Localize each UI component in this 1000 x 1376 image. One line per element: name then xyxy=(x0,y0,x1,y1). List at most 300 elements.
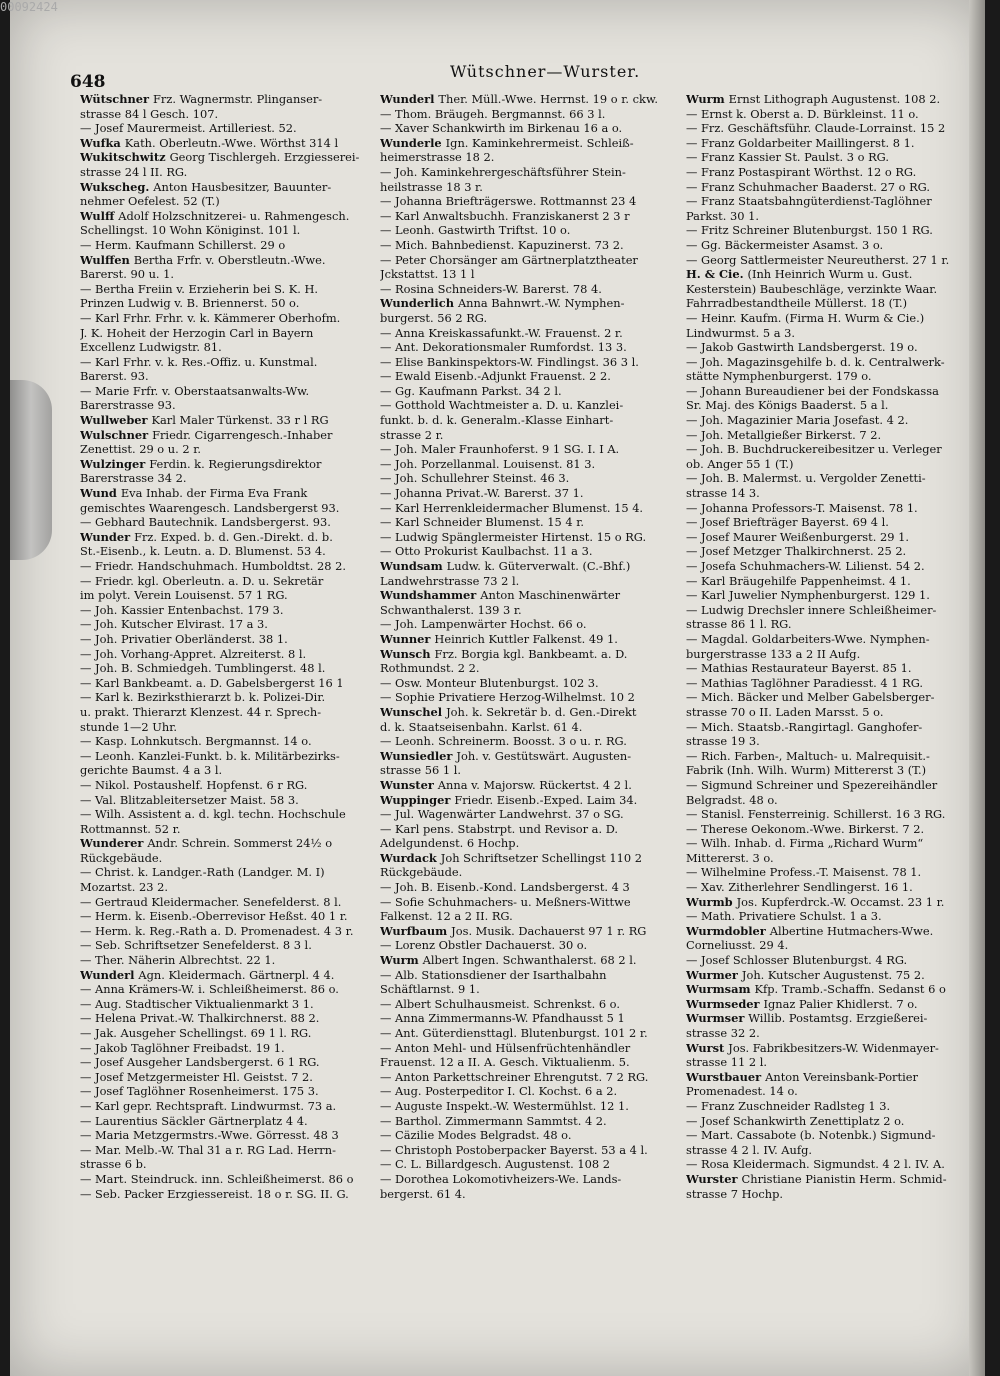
directory-entry-line xyxy=(686,982,976,997)
directory-entry-line xyxy=(380,588,670,603)
directory-entry-line xyxy=(686,778,976,793)
entry-text: — Marie Frfr. v. Oberstaatsanwalts-Ww. xyxy=(80,383,310,398)
directory-entry-line xyxy=(80,413,370,428)
entry-text: Adelgundenst. 6 Hochp. xyxy=(380,836,520,851)
directory-entry-line xyxy=(380,223,670,238)
directory-entry-line xyxy=(380,282,670,297)
directory-entry-line xyxy=(80,982,370,997)
entry-text: Promenadest. 14 o. xyxy=(686,1084,798,1099)
directory-entry-line xyxy=(80,194,370,209)
directory-entry-line xyxy=(380,209,670,224)
entry-text: stunde 1—2 Uhr. xyxy=(80,719,178,734)
directory-entry-line xyxy=(80,851,370,866)
entry-text: — Bertha Freiin v. Erzieherin bei S. K. H. xyxy=(80,281,319,296)
surname: Wundsam xyxy=(380,559,447,573)
entry-text: — Johanna Privat.-W. Barerst. 37 1. xyxy=(380,486,584,501)
directory-entry-line xyxy=(380,515,670,530)
directory-entry-line xyxy=(686,486,976,501)
directory-entry-line xyxy=(686,924,976,939)
directory-entry-line xyxy=(80,384,370,399)
entry-text: stätte Nymphenburgerst. 179 o. xyxy=(686,369,872,384)
entry-text: bergerst. 61 4. xyxy=(380,1186,466,1201)
directory-entry-line xyxy=(380,457,670,472)
entry-text: — Mathias Taglöhner Paradiesst. 4 1 RG. xyxy=(686,675,924,690)
directory-entry-line xyxy=(380,340,670,355)
entry-text: — Seb. Schriftsetzer Senefelderst. 8 3 l. xyxy=(80,938,312,953)
directory-entry-line xyxy=(80,574,370,589)
entry-text: im polyt. Verein Louisenst. 57 1 RG. xyxy=(80,588,288,603)
entry-text: Anna Bahnwrt.-W. Nymphen- xyxy=(457,296,625,311)
directory-entry-line xyxy=(686,530,976,545)
directory-entry-line xyxy=(80,530,370,545)
directory-entry-line xyxy=(380,1011,670,1026)
directory-entry-line xyxy=(380,413,670,428)
directory-entry-line xyxy=(80,1099,370,1114)
entry-text: — Franz Zuschneider Radlsteg 1 3. xyxy=(686,1098,891,1113)
entry-text: Kath. Oberleutn.-Wwe. Wörthst 314 l xyxy=(124,135,339,150)
entry-text: Willib. Postamtsg. Erzgießerei- xyxy=(748,1011,928,1026)
entry-text: Anton Vereinsbank-Portier xyxy=(765,1069,918,1084)
directory-entry-line xyxy=(80,267,370,282)
directory-entry-line xyxy=(686,311,976,326)
surname: Wurm xyxy=(686,92,729,106)
entry-text: Anna v. Majorsw. Rückertst. 4 2 l. xyxy=(437,777,632,792)
directory-entry-line xyxy=(380,92,670,107)
entry-text: Ferdin. k. Regierungsdirektor xyxy=(149,456,322,471)
directory-entry-line xyxy=(80,807,370,822)
directory-entry-line xyxy=(80,953,370,968)
surname: Wulff xyxy=(80,208,119,223)
surname: Wunsch xyxy=(380,646,435,661)
entry-text: Jckstattst. 13 1 l xyxy=(380,267,475,282)
entry-text: Albert Ingen. Schwanthalerst. 68 2 l. xyxy=(422,953,637,968)
entry-text: — Cäzilie Modes Belgradst. 48 o. xyxy=(380,1128,572,1143)
entry-text: Corneliusst. 29 4. xyxy=(686,938,789,953)
directory-entry-line xyxy=(380,1055,670,1070)
directory-entry-line xyxy=(380,880,670,895)
surname: Wurmdobler xyxy=(686,923,770,938)
directory-entry-line xyxy=(80,340,370,355)
entry-text: — Josef Schlosser Blutenburgst. 4 RG. xyxy=(686,953,908,968)
directory-entry-line xyxy=(686,749,976,764)
entry-text: — Karl Frhr. v. k. Res.-Offiz. u. Kunstmal. xyxy=(80,354,318,369)
directory-entry-line xyxy=(80,209,370,224)
directory-entry-line xyxy=(686,398,976,413)
directory-entry-line xyxy=(686,1143,976,1158)
entry-text: — Karl Schneider Blumenst. 15 4 r. xyxy=(380,515,585,530)
directory-entry-line xyxy=(686,340,976,355)
entry-text: — Gg. Kaufmann Parkst. 34 2 l. xyxy=(380,383,562,398)
directory-entry-line xyxy=(80,1128,370,1143)
entry-text: — Dorothea Lokomotivheizers-We. Lands- xyxy=(380,1171,622,1186)
directory-entry-line xyxy=(686,953,976,968)
entry-text: Fabrik (Inh. Wilh. Wurm) Mittererst 3 (T.) xyxy=(686,763,927,778)
directory-entry-line xyxy=(80,938,370,953)
entry-text: — Leonh. Kanzlei-Funkt. b. k. Militärbezirks- xyxy=(80,748,340,763)
directory-entry-line xyxy=(80,355,370,370)
directory-entry-line xyxy=(686,238,976,253)
directory-entry-line xyxy=(686,1114,976,1129)
directory-entry-line xyxy=(80,997,370,1012)
entry-text: Zenettist. 29 o u. 2 r. xyxy=(80,442,202,457)
directory-entry-line xyxy=(380,180,670,195)
directory-entry-line xyxy=(380,369,670,384)
entry-text: — Magdal. Goldarbeiters-Wwe. Nymphen- xyxy=(686,631,930,646)
page-number: 648 xyxy=(70,72,106,92)
entry-text: — Friedr. kgl. Oberleutn. a. D. u. Sekretär xyxy=(80,573,324,588)
entry-text: — Rich. Farben-, Maltuch- u. Malrequisit.- xyxy=(686,748,930,763)
entry-text: — Karl pens. Stabstrpt. und Revisor a. D. xyxy=(380,821,619,836)
entry-text: — Anton Parkettschreiner Ehrengutst. 7 2 RG. xyxy=(380,1069,649,1084)
surname: Wukscheg. xyxy=(80,179,154,194)
directory-entry-line xyxy=(380,121,670,136)
directory-entry-line xyxy=(380,267,670,282)
directory-entry-line xyxy=(686,413,976,428)
entry-text: — C. L. Billardgesch. Augustenst. 108 2 xyxy=(380,1157,610,1172)
entry-text: — Jak. Ausgeher Schellingst. 69 1 l. RG. xyxy=(80,1026,312,1040)
directory-entry-line xyxy=(80,1143,370,1158)
column-1 xyxy=(80,92,370,1201)
entry-text: Prinzen Ludwig v. B. Briennerst. 50 o. xyxy=(80,296,300,311)
entry-text: Heinrich Kuttler Falkenst. 49 1. xyxy=(434,631,618,646)
directory-entry-line xyxy=(686,442,976,457)
directory-entry-line xyxy=(80,836,370,851)
directory-entry-line xyxy=(80,1041,370,1056)
directory-entry-line xyxy=(686,647,976,662)
entry-text: strasse 19 3. xyxy=(686,734,760,749)
entry-text: — Auguste Inspekt.-W. Westermühlst. 12 1. xyxy=(380,1098,629,1113)
directory-entry-line xyxy=(380,1026,670,1041)
directory-entry-line xyxy=(380,150,670,165)
surname: Wunschel xyxy=(380,704,447,719)
directory-entry-line xyxy=(686,938,976,953)
surname: Wurmseder xyxy=(686,996,764,1011)
directory-entry-line xyxy=(80,676,370,691)
directory-entry-line xyxy=(686,661,976,676)
entry-text: — Johann Bureaudiener bei der Fondskassa xyxy=(686,383,939,398)
entry-text: Ernst Lithograph Augustenst. 108 2. xyxy=(728,92,941,106)
directory-entry-line xyxy=(380,1070,670,1085)
directory-entry-line xyxy=(80,661,370,676)
entry-text: — Karl Herrenkleidermacher Blumenst. 15 4. xyxy=(380,500,644,515)
directory-entry-line xyxy=(380,1114,670,1129)
directory-entry-line xyxy=(686,588,976,603)
directory-entry-line xyxy=(686,1084,976,1099)
entry-text: Agn. Kleidermach. Gärtnerpl. 4 4. xyxy=(138,967,335,982)
directory-entry-line xyxy=(380,398,670,413)
entry-text: — Mart. Steindruck. inn. Schleißheimerst. 86 o xyxy=(80,1171,354,1186)
directory-entry-line xyxy=(380,720,670,735)
directory-entry-line xyxy=(80,588,370,603)
directory-entry-line xyxy=(80,369,370,384)
entry-text: — Anna Zimmermanns-W. Pfandhausst 5 1 xyxy=(380,1011,625,1026)
surname: Wufka xyxy=(80,135,125,150)
entry-text: — Ant. Dekorationsmaler Rumfordst. 13 3. xyxy=(380,340,627,355)
surname: Wurmser xyxy=(686,1011,749,1026)
entry-text: — Josef Taglöhner Rosenheimerst. 175 3. xyxy=(80,1084,319,1099)
entry-text: — Ewald Eisenb.-Adjunkt Frauenst. 2 2. xyxy=(380,369,611,384)
directory-entry-line xyxy=(380,661,670,676)
directory-entry-line xyxy=(686,968,976,983)
entry-text: — Christoph Postoberpacker Bayerst. 53 a 4 l. xyxy=(380,1142,648,1157)
entry-text: — Joh. Kutscher Elvirast. 17 a 3. xyxy=(80,617,268,632)
directory-entry-line xyxy=(80,1084,370,1099)
directory-entry-line xyxy=(380,574,670,589)
entry-text: — Karl Anwaltsbuchh. Franziskanerst 2 3 r xyxy=(380,208,630,223)
directory-entry-line xyxy=(380,1157,670,1172)
directory-entry-line xyxy=(686,194,976,209)
entry-text: — Alb. Stationsdiener der Isarthalbahn xyxy=(380,967,607,982)
entry-text: Eva Inhab. der Firma Eva Frank xyxy=(120,486,308,501)
directory-entry-line xyxy=(380,428,670,443)
entry-text: — Gertraud Kleidermacher. Senefelderst. 8 l. xyxy=(80,894,342,909)
surname: Wulzinger xyxy=(80,456,150,471)
entry-text: — Xaver Schankwirth im Birkenau 16 a o. xyxy=(380,121,623,136)
directory-entry-line xyxy=(686,632,976,647)
entry-text: — Anna Krämers-W. i. Schleißheimerst. 86 o. xyxy=(80,982,339,997)
entry-text: — Rosina Schneiders-W. Barerst. 78 4. xyxy=(380,281,602,296)
directory-entry-line xyxy=(686,428,976,443)
entry-text: — Herm. k. Reg.-Rath a. D. Promenadest. 4 3 r. xyxy=(80,923,354,938)
directory-entry-line xyxy=(686,1128,976,1143)
entry-text: — Leonh. Gastwirth Triftst. 10 o. xyxy=(380,223,571,238)
entry-text: Bertha Frfr. v. Oberstleutn.-Wwe. xyxy=(133,252,326,267)
entry-text: (Inh Heinrich Wurm u. Gust. xyxy=(747,267,913,282)
directory-entry-line xyxy=(686,880,976,895)
directory-entry-line xyxy=(686,1172,976,1187)
entry-text: — Mart. Cassabote (b. Notenbk.) Sigmund- xyxy=(686,1128,936,1143)
surname: Wund xyxy=(80,486,121,501)
entry-text: J. K. Hoheit der Herzogin Carl in Bayern xyxy=(80,325,314,340)
entry-text: — Georg Sattlermeister Neureutherst. 27 1 r. xyxy=(686,252,950,267)
entry-text: — Wilhelmine Profess.-T. Maisenst. 78 1. xyxy=(686,865,922,880)
directory-entry-line xyxy=(80,442,370,457)
entry-text: — Franz Goldarbeiter Maillingerst. 8 1. xyxy=(686,135,915,150)
entry-text: — Xav. Zitherlehrer Sendlingerst. 16 1. xyxy=(686,880,913,895)
entry-text: — Mar. Melb.-W. Thal 31 a r. RG Lad. Herrn- xyxy=(80,1142,336,1157)
directory-entry-line xyxy=(80,603,370,618)
directory-entry-line xyxy=(80,1172,370,1187)
entry-text: — Nikol. Postaushelf. Hopfenst. 6 r RG. xyxy=(80,777,308,792)
directory-entry-line xyxy=(380,253,670,268)
directory-entry-line xyxy=(80,398,370,413)
column-2 xyxy=(380,92,670,1201)
directory-entry-line xyxy=(380,442,670,457)
entry-text: — Franz Kassier St. Paulst. 3 o RG. xyxy=(686,150,889,165)
entry-text: Falkenst. 12 a 2 II. RG. xyxy=(380,909,513,924)
directory-entry-line xyxy=(80,720,370,735)
entry-text: — Stanisl. Fensterreinig. Schillerst. 16 3 RG. xyxy=(686,807,946,822)
entry-text: heilstrasse 18 3 r. xyxy=(380,179,483,194)
entry-text: — Thom. Bräugeh. Bergmannst. 66 3 l. xyxy=(380,106,606,121)
directory-entry-line xyxy=(380,690,670,705)
directory-entry-line xyxy=(686,326,976,341)
directory-entry-line xyxy=(380,734,670,749)
directory-entry-line xyxy=(380,865,670,880)
directory-entry-line xyxy=(686,92,976,107)
entry-text: Belgradst. 48 o. xyxy=(686,792,778,807)
entry-text: — Joh. Magazinsgehilfe b. d. k. Centralwerk- xyxy=(686,354,945,369)
entry-text: strasse 70 o II. Laden Marsst. 5 o. xyxy=(686,704,884,719)
entry-text: — Josef Briefträger Bayerst. 69 4 l. xyxy=(686,515,889,530)
entry-text: — Joh. Porzellanmal. Louisenst. 81 3. xyxy=(380,456,596,471)
directory-entry-line xyxy=(686,895,976,910)
entry-text: — Jul. Wagenwärter Landwehrst. 37 o SG. xyxy=(380,807,624,822)
entry-text: — Jakob Gastwirth Landsbergerst. 19 o. xyxy=(686,340,918,355)
surname: Wunderl xyxy=(80,967,139,982)
entry-text: — Aug. Stadtischer Viktualienmarkt 3 1. xyxy=(80,996,314,1011)
entry-text: Frz. Exped. b. d. Gen.-Direkt. d. b. xyxy=(134,529,333,544)
entry-text: — Wilh. Inhab. d. Firma „Richard Wurm“ xyxy=(686,836,924,851)
entry-text: Ludw. k. Güterverwalt. (C.-Bhf.) xyxy=(446,559,631,573)
directory-entry-line xyxy=(686,574,976,589)
surname: Wukitschwitz xyxy=(80,150,170,165)
entry-text: — Joh. Schullehrer Steinst. 46 3. xyxy=(380,471,570,486)
directory-entry-line xyxy=(686,559,976,574)
directory-entry-line xyxy=(80,501,370,516)
directory-entry-line xyxy=(380,1143,670,1158)
surname: Wunster xyxy=(380,777,438,792)
entry-text: — Karl Bräugehilfe Pappenheimst. 4 1. xyxy=(686,573,911,588)
entry-text: Mittererst. 3 o. xyxy=(686,850,774,865)
directory-entry-line xyxy=(80,632,370,647)
entry-text: Adolf Holzschnitzerei- u. Rahmengesch. xyxy=(118,208,350,223)
directory-entry-line xyxy=(380,968,670,983)
entry-text: — Franz Staatsbahngüterdienst-Taglöhner xyxy=(686,194,932,209)
entry-text: Karl Maler Türkenst. 33 r l RG xyxy=(151,413,329,428)
entry-text: — Aug. Posterpeditor I. Cl. Kochst. 6 a 2. xyxy=(380,1084,618,1099)
surname: Wunderer xyxy=(80,836,148,851)
directory-entry-line xyxy=(80,895,370,910)
entry-text: Anton Hausbesitzer, Bauunter- xyxy=(153,179,332,194)
directory-entry-line xyxy=(380,1084,670,1099)
directory-entry-line xyxy=(80,734,370,749)
directory-entry-line xyxy=(686,384,976,399)
directory-entry-line xyxy=(80,793,370,808)
entry-text: — Gebhard Bautechnik. Landsbergerst. 93. xyxy=(80,515,331,530)
surname: Wurstbauer xyxy=(686,1069,766,1084)
directory-entry-line xyxy=(686,705,976,720)
directory-entry-line xyxy=(80,282,370,297)
entry-text: strasse 32 2. xyxy=(686,1026,760,1040)
entry-text: — Josefa Schuhmachers-W. Lilienst. 54 2. xyxy=(686,559,925,573)
entry-text: Ign. Kaminkehrermeist. Schleiß- xyxy=(445,135,634,150)
entry-text: — Josef Metzgermeister Hl. Geistst. 7 2. xyxy=(80,1069,313,1084)
entry-text: — Val. Blitzableitersetzer Maist. 58 3. xyxy=(80,792,299,807)
directory-entry-line xyxy=(80,924,370,939)
entry-text: — Johanna Briefträgerswe. Rottmannst 23 4 xyxy=(380,194,637,209)
directory-entry-line xyxy=(686,603,976,618)
directory-entry-line xyxy=(80,690,370,705)
directory-entry-line xyxy=(686,807,976,822)
entry-text: strasse 2 r. xyxy=(380,427,444,442)
entry-text: — Josef Maurermeist. Artilleriest. 52. xyxy=(80,121,297,136)
directory-entry-line xyxy=(80,253,370,268)
entry-text: — Ludwig Spänglermeister Hirtenst. 15 o RG. xyxy=(380,529,647,544)
directory-entry-line xyxy=(80,515,370,530)
directory-entry-line xyxy=(380,1172,670,1187)
entry-text: u. prakt. Thierarzt Klenzest. 44 r. Sprech- xyxy=(80,704,322,719)
entry-text: — Joh. B. Buchdruckereibesitzer u. Verleger xyxy=(686,442,942,457)
directory-entry-line xyxy=(80,749,370,764)
entry-text: Christiane Pianistin Herm. Schmid- xyxy=(741,1171,947,1186)
entry-text: funkt. b. d. k. Generalm.-Klasse Einhart- xyxy=(380,413,614,428)
entry-text: Kfp. Tramb.-Schaffn. Sedanst 6 o xyxy=(754,982,946,997)
directory-entry-line xyxy=(80,705,370,720)
entry-text: Barerst. 93. xyxy=(80,369,149,384)
directory-entry-line xyxy=(80,165,370,180)
entry-text: — Mich. Bäcker und Melber Gabelsberger- xyxy=(686,690,935,705)
directory-entry-line xyxy=(80,107,370,122)
surname: Wütschner xyxy=(80,92,153,106)
entry-text: — Fritz Schreiner Blutenburgst. 150 1 RG. xyxy=(686,223,933,238)
entry-text: Kesterstein) Baubeschläge, verzinkte Waar. xyxy=(686,281,938,296)
entry-text: Frz. Borgia kgl. Bankbeamt. a. D. xyxy=(434,646,628,661)
directory-entry-line xyxy=(80,778,370,793)
directory-entry-line xyxy=(686,822,976,837)
entry-text: — Joh. Maler Fraunhoferst. 9 1 SG. I. I A. xyxy=(380,442,620,457)
directory-entry-line xyxy=(80,486,370,501)
entry-text: Jos. Musik. Dachauerst 97 1 r. RG xyxy=(451,923,647,938)
entry-text: strasse 84 l Gesch. 107. xyxy=(80,106,219,121)
directory-entry-line xyxy=(686,909,976,924)
entry-text: nehmer Oefelest. 52 (T.) xyxy=(80,194,220,209)
directory-entry-line xyxy=(686,720,976,735)
directory-entry-line xyxy=(380,895,670,910)
directory-entry-line xyxy=(686,997,976,1012)
surname: Wurmb xyxy=(686,894,737,909)
surname: Wunder xyxy=(80,529,135,544)
entry-text: — Frz. Geschäftsführ. Claude-Lorrainst. 15 2 xyxy=(686,121,946,136)
directory-entry-line xyxy=(686,1157,976,1172)
surname: Wunner xyxy=(380,631,435,646)
entry-text: — Albert Schulhausmeist. Schrenkst. 6 o. xyxy=(380,996,620,1011)
directory-entry-line xyxy=(80,150,370,165)
entry-text: — Josef Metzger Thalkirchnerst. 25 2. xyxy=(686,544,907,559)
surname: H. & Cie. xyxy=(686,267,748,282)
directory-entry-line xyxy=(686,107,976,122)
entry-text: burgerst. 56 2 RG. xyxy=(380,310,488,325)
surname: Wurfbaum xyxy=(380,923,452,938)
directory-entry-line xyxy=(80,1070,370,1085)
entry-text: Georg Tischlergeh. Erzgiesserei- xyxy=(169,150,360,165)
directory-entry-line xyxy=(380,822,670,837)
entry-text: — Kasp. Lohnkutsch. Bergmannst. 14 o. xyxy=(80,734,312,749)
entry-text: Barerst. 90 u. 1. xyxy=(80,267,175,282)
directory-entry-line xyxy=(686,544,976,559)
entry-text: — Johanna Professors-T. Maisenst. 78 1. xyxy=(686,500,918,515)
directory-entry-line xyxy=(380,311,670,326)
entry-text: Ignaz Palier Khidlerst. 7 o. xyxy=(763,996,918,1011)
directory-entry-line xyxy=(380,705,670,720)
directory-entry-line xyxy=(380,676,670,691)
directory-entry-line xyxy=(380,647,670,662)
directory-entry-line xyxy=(380,953,670,968)
directory-entry-line xyxy=(380,194,670,209)
directory-entry-line xyxy=(686,690,976,705)
entry-text: Barerstrasse 93. xyxy=(80,398,176,413)
entry-text: — Lorenz Obstler Dachauerst. 30 o. xyxy=(380,938,588,953)
directory-entry-line xyxy=(380,501,670,516)
directory-entry-line xyxy=(686,793,976,808)
directory-entry-line xyxy=(686,180,976,195)
entry-text: — Jakob Taglöhner Freibadst. 19 1. xyxy=(80,1040,285,1055)
entry-text: — Anton Mehl- und Hülsenfrüchtenhändler xyxy=(380,1040,631,1055)
entry-text: — Heinr. Kaufm. (Firma H. Wurm & Cie.) xyxy=(686,310,925,325)
entry-text: — Peter Chorsänger am Gärtnerplatztheater xyxy=(380,252,638,267)
entry-text: heimerstrasse 18 2. xyxy=(380,150,495,165)
entry-text: — Otto Prokurist Kaulbachst. 11 a 3. xyxy=(380,544,593,559)
